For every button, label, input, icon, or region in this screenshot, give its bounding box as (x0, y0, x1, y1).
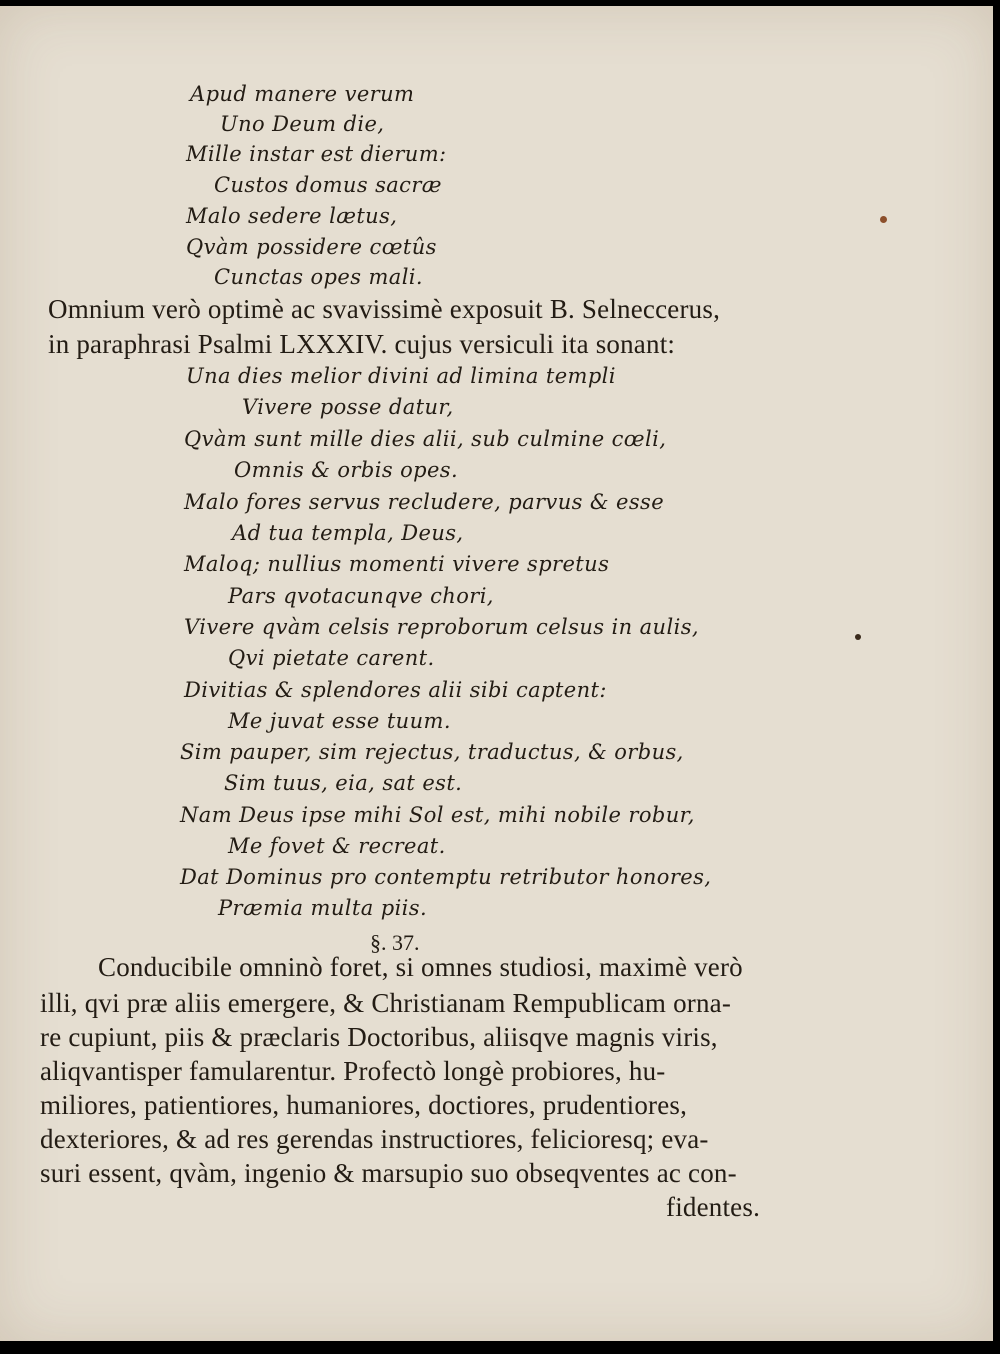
section-number: §. 37. (370, 930, 420, 955)
verse-line: Ad tua templa, Deus, (232, 521, 464, 545)
verse-line: Custos domus sacræ (214, 173, 442, 197)
book-page (0, 6, 993, 1341)
prose-line: illi, qvi præ aliis emergere, & Christianam Rempublicam orna- (40, 988, 732, 1018)
paper-stain (880, 216, 887, 223)
verse-line: Vivere posse datur, (242, 395, 454, 419)
prose-line: dexteriores, & ad res gerendas instructiores, felicioresq; eva- (40, 1124, 709, 1154)
verse-line: Præmia multa piis. (218, 896, 428, 920)
verse-line: Qvi pietate carent. (228, 646, 435, 670)
prose-line: fidentes. (666, 1192, 761, 1222)
verse-line: Nam Deus ipse mihi Sol est, mihi nobile robur, (180, 803, 695, 827)
verse-line: Sim pauper, sim rejectus, traductus, & orbus, (180, 740, 684, 764)
prose-line: aliqvantisper famularentur. Profectò longè probiores, hu- (40, 1056, 666, 1086)
prose-line: re cupiunt, piis & præclaris Doctoribus, aliisqve magnis viris, (40, 1022, 718, 1052)
verse-line: Malo fores servus recludere, parvus & esse (184, 490, 665, 514)
verse-line: Divitias & splendores alii sibi captent: (184, 678, 607, 702)
verse-line: Una dies melior divini ad limina templi (186, 364, 616, 388)
verse-line: Cunctas opes mali. (214, 265, 423, 289)
verse-line: Dat Dominus pro contemptu retributor honores, (180, 865, 712, 889)
prose-line: Omnium verò optimè ac svavissimè exposuit B. Selneccerus, (48, 294, 721, 324)
verse-line: Me fovet & recreat. (228, 834, 446, 858)
prose-line: miliores, patientiores, humaniores, doctiores, prudentiores, (40, 1090, 688, 1120)
verse-line: Vivere qvàm celsis reproborum celsus in aulis, (184, 615, 699, 639)
paper-stain (855, 634, 861, 640)
verse-line: Malo sedere lætus, (186, 204, 398, 228)
prose-line: Conducibile omninò foret, si omnes studiosi, maximè verò (98, 952, 743, 982)
verse-line: Qvàm sunt mille dies alii, sub culmine cœli, (184, 427, 667, 451)
prose-line: suri essent, qvàm, ingenio & marsupio suo obseqventes ac con- (40, 1158, 737, 1188)
prose-line: in paraphrasi Psalmi LXXXIV. cujus versiculi ita sonant: (48, 329, 676, 359)
verse-line: Qvàm possidere cœtûs (186, 235, 437, 259)
verse-line: Uno Deum die, (220, 112, 385, 136)
verse-line: Me juvat esse tuum. (228, 709, 451, 733)
verse-line: Omnis & orbis opes. (234, 458, 459, 482)
verse-line: Sim tuus, eia, sat est. (224, 771, 463, 795)
verse-line: Maloq; nullius momenti vivere spretus (184, 552, 610, 576)
verse-line: Pars qvotacunqve chori, (228, 584, 494, 608)
verse-line: Apud manere verum (190, 82, 415, 106)
verse-line: Mille instar est dierum: (186, 142, 447, 166)
